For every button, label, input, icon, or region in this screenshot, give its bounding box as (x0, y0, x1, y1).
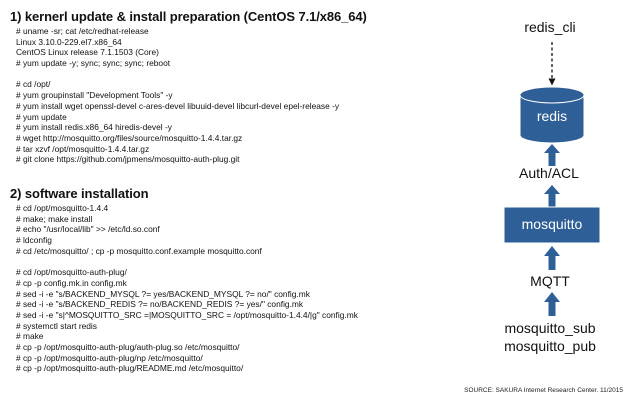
section2-heading: 2) software installation (10, 186, 149, 201)
mosquitto-sub-label: mosquitto_sub (504, 320, 596, 336)
command-line: # wget http://mosquitto.org/files/source/mosquitto-1.4.4.tar.gz (16, 132, 243, 143)
command-line: # echo "/usr/local/lib" >> /etc/ld.so.conf (16, 224, 160, 235)
command-line: # git clone https://github.com/jpmens/mosquitto-auth-plug.git (16, 154, 240, 165)
command-line: # uname -sr; cat /etc/redhat-release (16, 26, 149, 36)
command-line: # ldconfig (16, 235, 52, 246)
command-line: # yum install redis.x86_64 hiredis-devel -y (16, 122, 172, 133)
command-line: # yum groupinstall "Development Tools" -y (16, 90, 173, 101)
command-line: Linux 3.10.0-229.el7.x86_64 (16, 36, 122, 47)
mosquitto-up-arrow (544, 185, 560, 207)
mqtt-label: MQTT (530, 273, 570, 289)
source-credit: SOURCE: SAKURA Internet Research Center. 11/2015 (464, 387, 623, 394)
command-line: # make (16, 331, 44, 342)
section1-heading: 1) kernerl update & install preparation (CentOS 7.1/x86_64) (10, 9, 367, 24)
command-line: # sed -i -e "s/BACKEND_MYSQL ?= yes/BACKEND_MYSQL ?= no/" config.mk (16, 288, 310, 299)
command-line: # cp -p /opt/mosquitto-auth-plug/auth-plug.so /etc/mosquitto/ (16, 341, 240, 352)
command-line: # cp -p config.mk.in config.mk (16, 277, 127, 288)
command-line: # yum install wget openssl-devel c-ares-devel libuuid-devel libcurl-devel epel-release -y (16, 100, 340, 111)
command-line: # tar xzvf /opt/mosquitto-1.4.4.tar.gz (16, 143, 150, 154)
command-line: # cd /etc/mosquitto/ ; cp -p mosquitto.conf.example mosquitto.conf (16, 245, 262, 256)
command-line: # cd /opt/mosquitto-auth-plug/ (16, 267, 127, 278)
redis-cli-label: redis_cli (524, 19, 576, 35)
mosquitto-label: mosquitto (521, 216, 583, 232)
command-line: CentOS Linux release 7.1.1503 (Core) (16, 47, 159, 58)
auth-up-arrow (544, 144, 560, 166)
command-line: # yum update -y; sync; sync; sync; reboot (16, 58, 171, 69)
command-line: # yum update (16, 111, 67, 122)
mqtt-up-arrow (544, 246, 560, 270)
command-line: # cp -p /opt/mosquitto-auth-plug/np /etc/mosquitto/ (16, 352, 203, 363)
command-line: # cd /opt/mosquitto-1.4.4 (16, 203, 109, 213)
auth-acl-label: Auth/ACL (519, 165, 579, 181)
command-line: # cp -p /opt/mosquitto-auth-plug/README.md /etc/mosquitto/ (16, 363, 244, 374)
command-line: # systemctl start redis (16, 320, 97, 331)
command-line: # sed -i -e "s|^MOSQUITTO_SRC =|MOSQUITTO_SRC = /opt/mosquitto-1.4.4/|g" config.mk (16, 309, 358, 320)
redis-label: redis (536, 108, 568, 124)
client-labels (480, 319, 620, 355)
command-line: # cd /opt/ (16, 79, 51, 90)
command-line: # make; make install (16, 213, 93, 224)
mosquitto-pub-label: mosquitto_pub (504, 338, 596, 354)
command-line: # sed -i -e "s/BACKEND_REDIS ?= no/BACKEND_REDIS ?= yes/" config.mk (16, 299, 304, 310)
clients-up-arrow (544, 292, 560, 316)
